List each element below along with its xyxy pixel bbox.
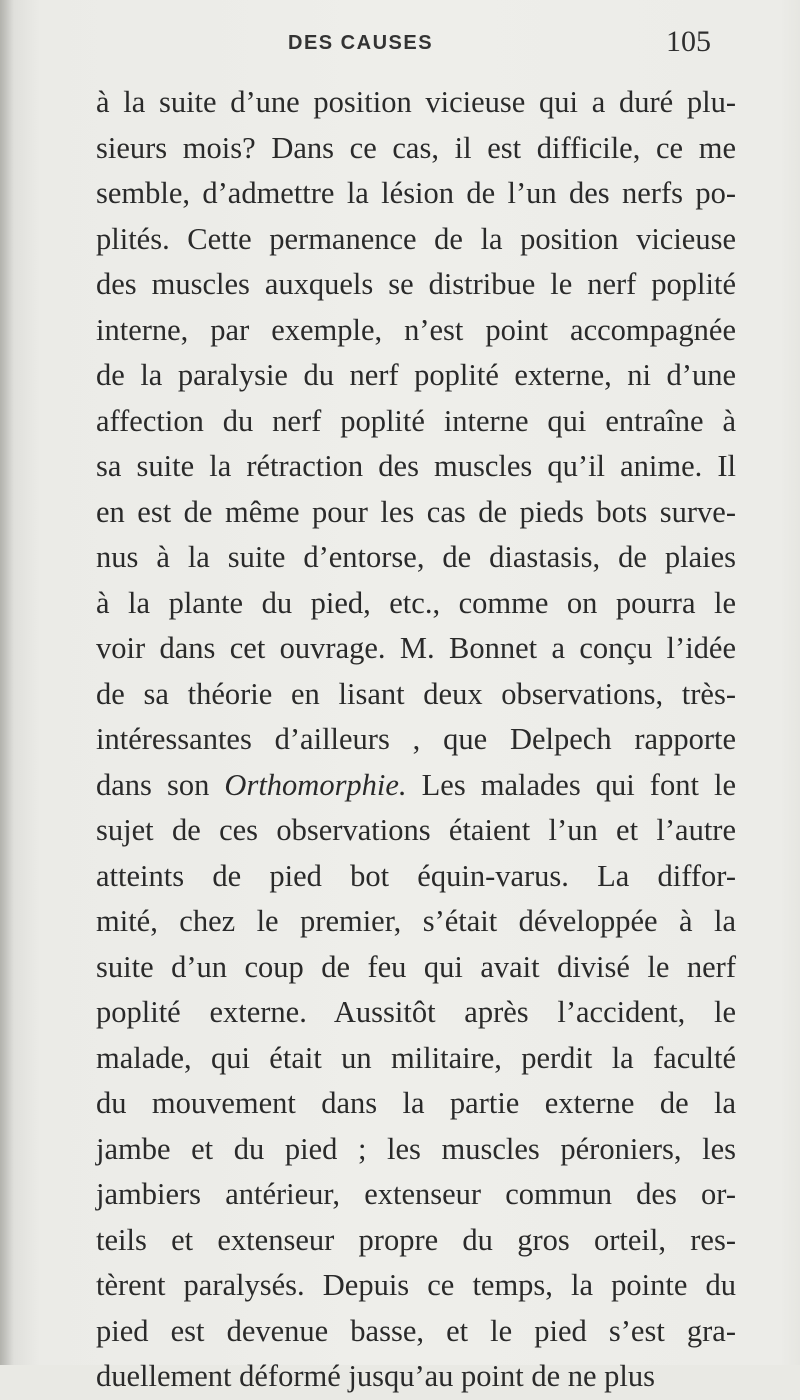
text-line: malade, qui était un militaire, perdit la faculté — [96, 1040, 736, 1075]
text-line: voir dans cet ouvrage. M. Bonnet a conçu l’idée — [96, 631, 736, 665]
text-line: semble, d’admettre la lésion de l’un des nerfs po- — [96, 176, 736, 210]
page-header — [0, 18, 800, 58]
text-line: tèrent paralysés. Depuis ce temps, la pointe du — [96, 1268, 736, 1302]
text-line: en est de même pour les cas de pieds bots surve- — [96, 494, 736, 529]
text-line: sujet de ces observations étaient l’un et l’autre — [96, 813, 736, 847]
text-line: du mouvement dans la partie externe de la — [96, 1086, 736, 1120]
text-line: atteints de pied bot équin-varus. La diffor- — [96, 858, 736, 893]
text-line: plités. Cette permanence de la position vicieuse — [96, 221, 736, 256]
text-fragment: dans son — [96, 767, 210, 802]
text-line: à la plante du pied, etc., comme on pourra le — [96, 585, 736, 620]
body-text — [96, 80, 736, 1400]
text-line: affection du nerf poplité interne qui entraîne à — [96, 403, 736, 438]
text-line: suite d’un coup de feu qui avait divisé le nerf — [96, 949, 736, 984]
running-head: DES CAUSES — [288, 32, 434, 54]
text-line-with-title — [96, 763, 736, 809]
page-number: 105 — [666, 25, 711, 58]
text-line: à la suite d’une position vicieuse qui a duré plu- — [96, 85, 736, 119]
text-line: duellement déformé jusqu’au point de ne plus — [96, 1359, 656, 1393]
text-line: nus à la suite d’entorse, de diastasis, de plaies — [96, 540, 736, 574]
text-line: des muscles auxquels se distribue le nerf poplité — [96, 267, 736, 301]
text-line: jambe et du pied ; les muscles péroniers, les — [96, 1131, 736, 1166]
text-line: de la paralysie du nerf poplité externe, ni d’une — [96, 358, 736, 392]
text-line: de sa théorie en lisant deux observations, très- — [96, 676, 736, 711]
text-line: sa suite la rétraction des muscles qu’il anime. Il — [96, 449, 736, 483]
text-line: teils et extenseur propre du gros orteil, res- — [96, 1222, 736, 1257]
text-line: pied est devenue basse, et le pied s’est gra- — [96, 1313, 736, 1348]
book-title: Orthomorphie. — [224, 767, 407, 802]
text-line: mité, chez le premier, s’était développée à la — [96, 904, 736, 938]
text-line: jambiers antérieur, extenseur commun des or- — [96, 1177, 736, 1211]
text-line: poplité externe. Aussitôt après l’accident, le — [96, 995, 736, 1029]
text-line: intéressantes d’ailleurs , que Delpech rapporte — [96, 722, 736, 756]
text-line: sieurs mois? Dans ce cas, il est difficile, ce me — [96, 130, 736, 165]
page-gutter-shadow — [0, 0, 14, 1365]
text-line: interne, par exemple, n’est point accompagnée — [96, 312, 736, 347]
text-fragment: Les malades qui font le — [421, 767, 737, 802]
